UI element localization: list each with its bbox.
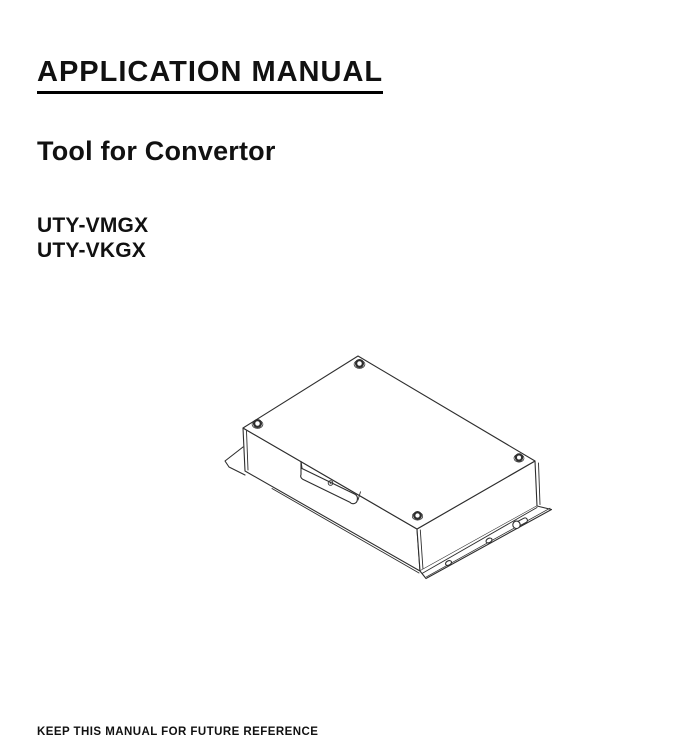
page-subtitle: Tool for Convertor — [37, 136, 276, 166]
model-number: UTY-VMGX — [37, 214, 149, 237]
model-number-list — [37, 214, 148, 263]
convertor-unit-illustration — [220, 348, 560, 598]
page-title: APPLICATION MANUAL — [37, 57, 383, 94]
keep-manual-notice: KEEP THIS MANUAL FOR FUTURE REFERENCE — [37, 726, 319, 738]
model-number: UTY-VKGX — [37, 238, 146, 262]
left-mounting-tab — [225, 447, 245, 475]
